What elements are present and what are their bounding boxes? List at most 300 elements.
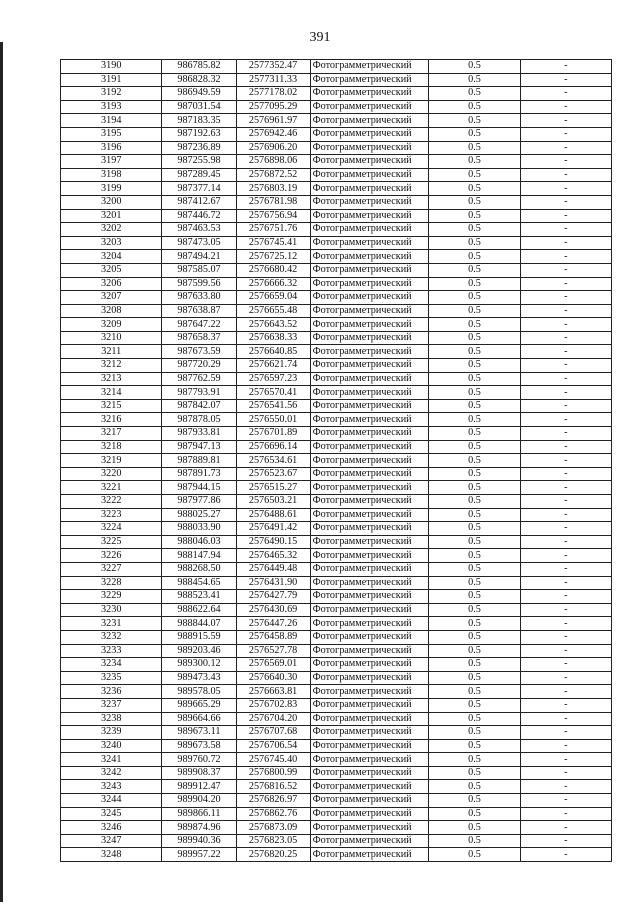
x-coordinate-cell: 988844.07 [162,617,236,631]
point-number-cell: 3242 [61,766,162,780]
method-cell: Фотограмметрический [310,807,429,821]
point-number-cell: 3205 [61,263,162,277]
x-coordinate-cell: 989473.43 [162,671,236,685]
y-coordinate-cell: 2576816.52 [236,780,310,794]
note-cell: - [520,291,611,305]
x-coordinate-cell: 987192.63 [162,127,236,141]
method-cell: Фотограмметрический [310,603,429,617]
x-coordinate-cell: 987377.14 [162,182,236,196]
table-row [61,535,612,549]
method-cell: Фотограмметрический [310,535,429,549]
y-coordinate-cell: 2576820.25 [236,848,310,862]
accuracy-cell: 0.5 [429,427,520,441]
x-coordinate-cell: 987793.91 [162,386,236,400]
accuracy-cell: 0.5 [429,440,520,454]
table-row [61,195,612,209]
table-row [61,467,612,481]
x-coordinate-cell: 989866.11 [162,807,236,821]
accuracy-cell: 0.5 [429,698,520,712]
accuracy-cell: 0.5 [429,535,520,549]
x-coordinate-cell: 987585.07 [162,263,236,277]
table-row [61,766,612,780]
accuracy-cell: 0.5 [429,291,520,305]
method-cell: Фотограмметрический [310,223,429,237]
method-cell: Фотограмметрический [310,291,429,305]
y-coordinate-cell: 2576826.97 [236,794,310,808]
table-row [61,658,612,672]
note-cell: - [520,508,611,522]
point-number-cell: 3241 [61,753,162,767]
y-coordinate-cell: 2576427.79 [236,590,310,604]
x-coordinate-cell: 987463.53 [162,223,236,237]
note-cell: - [520,658,611,672]
note-cell: - [520,60,611,74]
accuracy-cell: 0.5 [429,753,520,767]
x-coordinate-cell: 989940.36 [162,834,236,848]
accuracy-cell: 0.5 [429,100,520,114]
accuracy-cell: 0.5 [429,399,520,413]
x-coordinate-cell: 987446.72 [162,209,236,223]
note-cell: - [520,427,611,441]
accuracy-cell: 0.5 [429,821,520,835]
y-coordinate-cell: 2576534.61 [236,454,310,468]
note-cell: - [520,413,611,427]
point-number-cell: 3237 [61,698,162,712]
accuracy-cell: 0.5 [429,549,520,563]
x-coordinate-cell: 988915.59 [162,630,236,644]
point-number-cell: 3233 [61,644,162,658]
table-row [61,603,612,617]
y-coordinate-cell: 2576745.41 [236,236,310,250]
table-row [61,549,612,563]
accuracy-cell: 0.5 [429,223,520,237]
table-row [61,87,612,101]
point-number-cell: 3192 [61,87,162,101]
point-number-cell: 3207 [61,291,162,305]
accuracy-cell: 0.5 [429,508,520,522]
point-number-cell: 3246 [61,821,162,835]
point-number-cell: 3217 [61,427,162,441]
x-coordinate-cell: 987599.56 [162,277,236,291]
x-coordinate-cell: 987947.13 [162,440,236,454]
table-row [61,413,612,427]
y-coordinate-cell: 2576862.76 [236,807,310,821]
x-coordinate-cell: 987633.80 [162,291,236,305]
method-cell: Фотограмметрический [310,753,429,767]
accuracy-cell: 0.5 [429,386,520,400]
y-coordinate-cell: 2576701.89 [236,427,310,441]
table-row [61,671,612,685]
table-row [61,807,612,821]
point-number-cell: 3199 [61,182,162,196]
accuracy-cell: 0.5 [429,87,520,101]
point-number-cell: 3213 [61,372,162,386]
point-number-cell: 3227 [61,562,162,576]
point-number-cell: 3248 [61,848,162,862]
table-row [61,644,612,658]
x-coordinate-cell: 987977.86 [162,495,236,509]
method-cell: Фотограмметрический [310,590,429,604]
y-coordinate-cell: 2576823.05 [236,834,310,848]
note-cell: - [520,454,611,468]
x-coordinate-cell: 989904.20 [162,794,236,808]
method-cell: Фотограмметрический [310,209,429,223]
note-cell: - [520,481,611,495]
x-coordinate-cell: 987944.15 [162,481,236,495]
method-cell: Фотограмметрический [310,236,429,250]
x-coordinate-cell: 987878.05 [162,413,236,427]
table-row [61,780,612,794]
point-number-cell: 3243 [61,780,162,794]
x-coordinate-cell: 989665.29 [162,698,236,712]
note-cell: - [520,712,611,726]
y-coordinate-cell: 2576655.48 [236,304,310,318]
x-coordinate-cell: 988025.27 [162,508,236,522]
x-coordinate-cell: 987647.22 [162,318,236,332]
note-cell: - [520,277,611,291]
method-cell: Фотограмметрический [310,127,429,141]
table-row [61,141,612,155]
table-row [61,114,612,128]
x-coordinate-cell: 988622.64 [162,603,236,617]
table-row [61,372,612,386]
method-cell: Фотограмметрический [310,780,429,794]
y-coordinate-cell: 2576898.06 [236,155,310,169]
table-row [61,60,612,74]
method-cell: Фотограмметрический [310,671,429,685]
method-cell: Фотограмметрический [310,508,429,522]
point-number-cell: 3238 [61,712,162,726]
note-cell: - [520,522,611,536]
point-number-cell: 3215 [61,399,162,413]
x-coordinate-cell: 989760.72 [162,753,236,767]
point-number-cell: 3226 [61,549,162,563]
method-cell: Фотограмметрический [310,345,429,359]
point-number-cell: 3197 [61,155,162,169]
accuracy-cell: 0.5 [429,807,520,821]
note-cell: - [520,562,611,576]
y-coordinate-cell: 2576745.40 [236,753,310,767]
accuracy-cell: 0.5 [429,766,520,780]
point-number-cell: 3223 [61,508,162,522]
table-row [61,712,612,726]
y-coordinate-cell: 2576515.27 [236,481,310,495]
point-number-cell: 3209 [61,318,162,332]
method-cell: Фотограмметрический [310,712,429,726]
method-cell: Фотограмметрический [310,495,429,509]
note-cell: - [520,263,611,277]
method-cell: Фотограмметрический [310,372,429,386]
table-row [61,481,612,495]
accuracy-cell: 0.5 [429,562,520,576]
y-coordinate-cell: 2576659.04 [236,291,310,305]
point-number-cell: 3225 [61,535,162,549]
point-number-cell: 3228 [61,576,162,590]
point-number-cell: 3206 [61,277,162,291]
method-cell: Фотограмметрический [310,467,429,481]
point-number-cell: 3191 [61,73,162,87]
accuracy-cell: 0.5 [429,712,520,726]
accuracy-cell: 0.5 [429,603,520,617]
table-row [61,100,612,114]
table-row [61,495,612,509]
accuracy-cell: 0.5 [429,495,520,509]
note-cell: - [520,495,611,509]
accuracy-cell: 0.5 [429,658,520,672]
method-cell: Фотограмметрический [310,766,429,780]
note-cell: - [520,821,611,835]
table-row [61,345,612,359]
table-row [61,834,612,848]
point-number-cell: 3204 [61,250,162,264]
y-coordinate-cell: 2576663.81 [236,685,310,699]
note-cell: - [520,794,611,808]
accuracy-cell: 0.5 [429,522,520,536]
accuracy-cell: 0.5 [429,182,520,196]
accuracy-cell: 0.5 [429,576,520,590]
point-number-cell: 3203 [61,236,162,250]
point-number-cell: 3220 [61,467,162,481]
table-row [61,155,612,169]
point-number-cell: 3239 [61,726,162,740]
accuracy-cell: 0.5 [429,168,520,182]
table-row [61,250,612,264]
method-cell: Фотограмметрический [310,549,429,563]
point-number-cell: 3211 [61,345,162,359]
method-cell: Фотограмметрический [310,73,429,87]
point-number-cell: 3230 [61,603,162,617]
method-cell: Фотограмметрический [310,481,429,495]
note-cell: - [520,100,611,114]
table-row [61,168,612,182]
table-row [61,399,612,413]
table-row [61,630,612,644]
x-coordinate-cell: 989673.11 [162,726,236,740]
y-coordinate-cell: 2576666.32 [236,277,310,291]
table-row [61,182,612,196]
x-coordinate-cell: 986949.59 [162,87,236,101]
method-cell: Фотограмметрический [310,794,429,808]
point-number-cell: 3200 [61,195,162,209]
accuracy-cell: 0.5 [429,141,520,155]
y-coordinate-cell: 2576872.52 [236,168,310,182]
point-number-cell: 3210 [61,331,162,345]
y-coordinate-cell: 2576706.54 [236,739,310,753]
x-coordinate-cell: 989578.05 [162,685,236,699]
y-coordinate-cell: 2576781.98 [236,195,310,209]
method-cell: Фотограмметрический [310,141,429,155]
table-row [61,753,612,767]
y-coordinate-cell: 2576621.74 [236,359,310,373]
x-coordinate-cell: 987842.07 [162,399,236,413]
table-row [61,291,612,305]
y-coordinate-cell: 2576503.21 [236,495,310,509]
method-cell: Фотограмметрический [310,848,429,862]
y-coordinate-cell: 2576640.30 [236,671,310,685]
point-number-cell: 3202 [61,223,162,237]
point-number-cell: 3196 [61,141,162,155]
method-cell: Фотограмметрический [310,821,429,835]
note-cell: - [520,576,611,590]
method-cell: Фотограмметрический [310,263,429,277]
method-cell: Фотограмметрический [310,522,429,536]
x-coordinate-cell: 989673.58 [162,739,236,753]
y-coordinate-cell: 2576638.33 [236,331,310,345]
accuracy-cell: 0.5 [429,236,520,250]
note-cell: - [520,87,611,101]
note-cell: - [520,644,611,658]
point-number-cell: 3193 [61,100,162,114]
note-cell: - [520,807,611,821]
table-row [61,698,612,712]
x-coordinate-cell: 987236.89 [162,141,236,155]
table-row [61,576,612,590]
y-coordinate-cell: 2577095.29 [236,100,310,114]
accuracy-cell: 0.5 [429,127,520,141]
method-cell: Фотограмметрический [310,87,429,101]
table-row [61,848,612,862]
table-row [61,304,612,318]
accuracy-cell: 0.5 [429,834,520,848]
y-coordinate-cell: 2576458.89 [236,630,310,644]
method-cell: Фотограмметрический [310,454,429,468]
note-cell: - [520,467,611,481]
method-cell: Фотограмметрический [310,114,429,128]
method-cell: Фотограмметрический [310,359,429,373]
table-row [61,236,612,250]
accuracy-cell: 0.5 [429,114,520,128]
y-coordinate-cell: 2576488.61 [236,508,310,522]
point-number-cell: 3224 [61,522,162,536]
accuracy-cell: 0.5 [429,617,520,631]
x-coordinate-cell: 987762.59 [162,372,236,386]
note-cell: - [520,698,611,712]
note-cell: - [520,250,611,264]
table-row [61,454,612,468]
table-row [61,386,612,400]
y-coordinate-cell: 2576550.01 [236,413,310,427]
point-number-cell: 3229 [61,590,162,604]
note-cell: - [520,753,611,767]
x-coordinate-cell: 987494.21 [162,250,236,264]
method-cell: Фотограмметрический [310,155,429,169]
note-cell: - [520,331,611,345]
point-number-cell: 3236 [61,685,162,699]
x-coordinate-cell: 986785.82 [162,60,236,74]
page-number: 391 [309,30,331,45]
table-row [61,821,612,835]
note-cell: - [520,209,611,223]
accuracy-cell: 0.5 [429,454,520,468]
table-row [61,318,612,332]
method-cell: Фотограмметрический [310,427,429,441]
point-number-cell: 3216 [61,413,162,427]
table-row [61,331,612,345]
y-coordinate-cell: 2576942.46 [236,127,310,141]
table-row [61,562,612,576]
y-coordinate-cell: 2576704.20 [236,712,310,726]
accuracy-cell: 0.5 [429,780,520,794]
accuracy-cell: 0.5 [429,250,520,264]
x-coordinate-cell: 989912.47 [162,780,236,794]
point-number-cell: 3201 [61,209,162,223]
accuracy-cell: 0.5 [429,331,520,345]
method-cell: Фотограмметрический [310,182,429,196]
x-coordinate-cell: 987183.35 [162,114,236,128]
point-number-cell: 3219 [61,454,162,468]
table-row [61,739,612,753]
table-row [61,794,612,808]
point-number-cell: 3244 [61,794,162,808]
note-cell: - [520,848,611,862]
y-coordinate-cell: 2577352.47 [236,60,310,74]
accuracy-cell: 0.5 [429,304,520,318]
x-coordinate-cell: 987638.87 [162,304,236,318]
note-cell: - [520,739,611,753]
accuracy-cell: 0.5 [429,195,520,209]
accuracy-cell: 0.5 [429,794,520,808]
accuracy-cell: 0.5 [429,318,520,332]
y-coordinate-cell: 2576961.97 [236,114,310,128]
note-cell: - [520,182,611,196]
table-row [61,263,612,277]
accuracy-cell: 0.5 [429,209,520,223]
y-coordinate-cell: 2577178.02 [236,87,310,101]
x-coordinate-cell: 988033.90 [162,522,236,536]
table-row [61,508,612,522]
table-row [61,359,612,373]
x-coordinate-cell: 987891.73 [162,467,236,481]
point-number-cell: 3190 [61,60,162,74]
note-cell: - [520,671,611,685]
accuracy-cell: 0.5 [429,848,520,862]
point-number-cell: 3240 [61,739,162,753]
point-number-cell: 3214 [61,386,162,400]
x-coordinate-cell: 989874.96 [162,821,236,835]
y-coordinate-cell: 2576707.68 [236,726,310,740]
x-coordinate-cell: 988046.03 [162,535,236,549]
y-coordinate-cell: 2576449.48 [236,562,310,576]
point-number-cell: 3247 [61,834,162,848]
accuracy-cell: 0.5 [429,671,520,685]
accuracy-cell: 0.5 [429,263,520,277]
table-row [61,726,612,740]
table-row [61,617,612,631]
note-cell: - [520,766,611,780]
table-row [61,427,612,441]
accuracy-cell: 0.5 [429,60,520,74]
accuracy-cell: 0.5 [429,359,520,373]
accuracy-cell: 0.5 [429,590,520,604]
y-coordinate-cell: 2576803.19 [236,182,310,196]
accuracy-cell: 0.5 [429,73,520,87]
x-coordinate-cell: 988523.41 [162,590,236,604]
method-cell: Фотограмметрический [310,413,429,427]
x-coordinate-cell: 989203.46 [162,644,236,658]
method-cell: Фотограмметрический [310,726,429,740]
accuracy-cell: 0.5 [429,481,520,495]
point-number-cell: 3218 [61,440,162,454]
accuracy-cell: 0.5 [429,685,520,699]
x-coordinate-cell: 987289.45 [162,168,236,182]
y-coordinate-cell: 2576906.20 [236,141,310,155]
point-number-cell: 3232 [61,630,162,644]
method-cell: Фотограмметрический [310,250,429,264]
x-coordinate-cell: 989664.66 [162,712,236,726]
table-row [61,522,612,536]
accuracy-cell: 0.5 [429,155,520,169]
x-coordinate-cell: 987720.29 [162,359,236,373]
